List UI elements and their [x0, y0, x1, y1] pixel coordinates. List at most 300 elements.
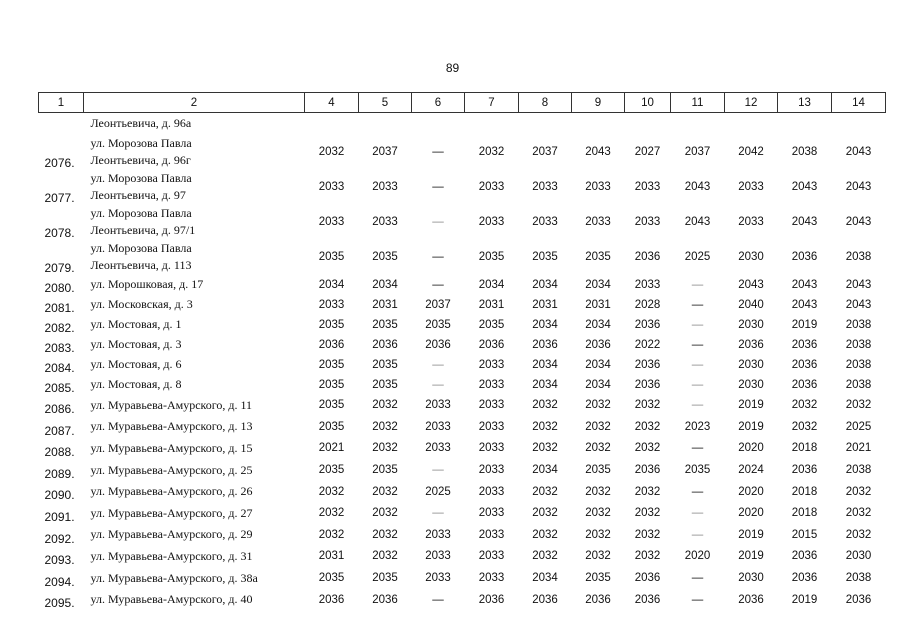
value-cell: 2035 — [318, 572, 345, 585]
row-number: 2092. — [44, 531, 75, 546]
value-cell: 2038 — [845, 464, 872, 477]
address-cell: ул. Муравьева-Амурского, д. 26 — [90, 484, 253, 499]
value-cell: 2032 — [845, 528, 872, 541]
value-cell: — — [432, 464, 444, 477]
value-cell: 2033 — [372, 181, 398, 193]
value-cell: 2025 — [845, 420, 872, 433]
value-cell: 2034 — [478, 278, 505, 291]
address-line-2: Леонтьевича, д. 97/1 — [90, 223, 196, 237]
value-cell: 2033 — [478, 399, 505, 412]
value-cell: 2032 — [585, 528, 611, 541]
value-cell: 2032 — [532, 485, 558, 498]
value-cell: 2036 — [532, 593, 558, 606]
value-cell: 2032 — [532, 528, 558, 541]
value-cell: — — [691, 593, 704, 606]
value-cell: 2036 — [318, 338, 345, 351]
address-line-2: Леонтьевича, д. 97 — [90, 188, 186, 202]
table-row — [39, 589, 886, 611]
value-cell: 2032 — [634, 420, 661, 433]
row-number: 2091. — [44, 510, 75, 525]
address-cell: ул. Мостовая, д. 8 — [90, 377, 182, 391]
value-cell: 2036 — [634, 378, 661, 391]
header-cell: 9 — [572, 93, 625, 113]
value-cell: — — [691, 507, 704, 520]
address-cell: ул. Мостовая, д. 3 — [90, 337, 182, 351]
value-cell: 2032 — [585, 420, 611, 433]
header-cell: 10 — [625, 93, 671, 113]
value-cell: 2032 — [585, 507, 611, 520]
value-cell: 2032 — [478, 146, 505, 158]
value-cell: 2032 — [634, 485, 661, 498]
value-cell: 2036 — [372, 593, 398, 606]
value-cell: 2018 — [791, 485, 818, 498]
value-cell: 2043 — [791, 298, 818, 311]
value-cell: — — [691, 572, 704, 585]
row-number: 2087. — [44, 423, 75, 438]
value-cell: — — [691, 298, 704, 311]
value-cell: 2035 — [478, 318, 505, 331]
value-cell: 2032 — [372, 550, 398, 563]
value-cell: 2031 — [532, 298, 558, 311]
value-cell: 2035 — [318, 399, 345, 412]
value-cell: 2036 — [585, 593, 611, 606]
row-number: 2085. — [44, 380, 75, 395]
value-cell: 2033 — [634, 216, 661, 228]
row-number: 2081. — [44, 300, 75, 315]
value-cell: 2030 — [738, 572, 764, 585]
value-cell: 2033 — [634, 181, 661, 193]
value-cell: 2031 — [478, 298, 505, 311]
value-cell: 2032 — [634, 442, 661, 455]
value-cell: 2036 — [791, 338, 818, 351]
value-cell: 2033 — [738, 216, 764, 228]
address-cell: ул. Мостовая, д. 1 — [90, 317, 182, 331]
page-number: 89 — [445, 61, 460, 75]
value-cell: 2036 — [791, 378, 818, 391]
value-cell: — — [691, 528, 704, 541]
value-cell: 2015 — [791, 528, 818, 541]
value-cell: 2035 — [372, 358, 398, 371]
value-cell: 2033 — [585, 216, 611, 228]
value-cell: 2034 — [585, 378, 611, 391]
address-line-1: ул. Морозова Павла — [90, 205, 192, 220]
value-cell: 2032 — [372, 485, 398, 498]
row-number: 2088. — [44, 445, 75, 460]
header-cell: 11 — [671, 93, 725, 113]
value-cell: — — [691, 338, 704, 351]
value-cell: 2036 — [791, 358, 818, 371]
value-cell: 2033 — [425, 420, 451, 433]
value-cell: 2035 — [318, 251, 345, 263]
value-cell: 2033 — [478, 358, 505, 371]
value-cell: 2043 — [791, 278, 818, 291]
value-cell: 2035 — [318, 358, 345, 371]
value-cell: 2033 — [478, 550, 505, 563]
value-cell: 2034 — [532, 318, 558, 331]
value-cell: 2032 — [791, 399, 818, 412]
value-cell: 2043 — [845, 298, 872, 311]
address-cell — [84, 205, 305, 240]
value-cell: 2032 — [532, 420, 558, 433]
value-cell: 2033 — [478, 572, 505, 585]
value-cell: 2033 — [425, 550, 451, 563]
value-cell: 2024 — [738, 464, 764, 477]
value-cell: 2032 — [845, 399, 872, 412]
value-cell: 2036 — [585, 338, 611, 351]
value-cell: 2034 — [532, 378, 558, 391]
value-cell: — — [432, 507, 444, 520]
value-cell: 2038 — [845, 358, 872, 371]
continuation-num — [39, 113, 84, 135]
value-cell: 2033 — [478, 485, 505, 498]
address-cell: ул. Муравьева-Амурского, д. 29 — [90, 527, 253, 542]
value-cell: 2043 — [845, 146, 872, 158]
value-cell: 2035 — [318, 378, 345, 391]
address-cell: ул. Муравьева-Амурского, д. 13 — [90, 419, 253, 434]
table-row — [39, 416, 886, 438]
address-cell: ул. Муравьева-Амурского, д. 38а — [90, 570, 258, 585]
table-row — [39, 546, 886, 568]
value-cell: 2043 — [738, 278, 764, 291]
header-cell: 7 — [465, 93, 519, 113]
value-cell: 2033 — [318, 216, 345, 228]
row-number: 2082. — [44, 320, 75, 335]
row-number: 2086. — [44, 402, 75, 417]
value-cell: 2035 — [318, 420, 345, 433]
value-cell: — — [691, 399, 704, 412]
value-cell: 2034 — [532, 278, 558, 291]
table-body — [39, 113, 886, 611]
table-row — [39, 315, 886, 335]
value-cell: 2033 — [585, 181, 611, 193]
value-cell: 2032 — [532, 399, 558, 412]
value-cell: 2033 — [478, 181, 505, 193]
value-cell: 2025 — [425, 485, 451, 498]
value-cell: 2032 — [372, 399, 398, 412]
value-cell: 2021 — [845, 442, 872, 455]
value-cell: 2043 — [845, 181, 872, 193]
value-cell: 2043 — [791, 181, 818, 193]
value-cell: 2032 — [318, 485, 345, 498]
value-cell: 2043 — [845, 278, 872, 291]
header-cell: 8 — [519, 93, 572, 113]
value-cell: 2032 — [318, 528, 345, 541]
row-number: 2080. — [44, 280, 75, 295]
value-cell: 2034 — [318, 278, 345, 291]
value-cell: — — [432, 593, 444, 606]
header-cell: 4 — [305, 93, 359, 113]
value-cell: — — [432, 358, 444, 371]
table-row — [39, 395, 886, 417]
value-cell: 2033 — [425, 442, 451, 455]
value-cell: 2033 — [478, 420, 505, 433]
value-cell: — — [432, 216, 444, 228]
value-cell: 2038 — [845, 338, 872, 351]
value-cell: 2019 — [738, 399, 764, 412]
row-number: 2084. — [44, 360, 75, 375]
table-row — [39, 335, 886, 355]
value-cell: 2033 — [425, 528, 451, 541]
value-cell: 2035 — [478, 251, 505, 263]
value-cell: 2032 — [532, 507, 558, 520]
value-cell: 2018 — [791, 442, 818, 455]
value-cell: 2032 — [372, 442, 398, 455]
value-cell: 2032 — [845, 485, 872, 498]
value-cell: 2031 — [318, 550, 345, 563]
continuation-address: Леонтьевича, д. 96а — [90, 116, 192, 131]
schedule-table — [38, 92, 886, 610]
value-cell: 2036 — [738, 593, 764, 606]
value-cell: 2042 — [738, 146, 764, 158]
value-cell: 2035 — [318, 318, 345, 331]
address-cell — [84, 240, 305, 275]
value-cell: 2033 — [318, 298, 345, 311]
table-row — [39, 567, 886, 589]
value-cell: 2035 — [372, 251, 398, 263]
address-cell: ул. Муравьева-Амурского, д. 15 — [90, 440, 253, 455]
table-row — [39, 205, 886, 240]
value-cell: — — [432, 278, 444, 291]
row-number: 2094. — [44, 574, 75, 589]
value-cell: 2036 — [478, 338, 505, 351]
value-cell: — — [691, 442, 704, 455]
value-cell: 2035 — [585, 251, 611, 263]
value-cell: 2043 — [585, 146, 611, 158]
value-cell: 2032 — [634, 550, 661, 563]
table-row — [39, 355, 886, 375]
value-cell: 2036 — [634, 572, 661, 585]
value-cell: 2034 — [372, 278, 398, 291]
value-cell: 2019 — [738, 420, 764, 433]
value-cell: 2032 — [372, 507, 398, 520]
value-cell: 2034 — [585, 318, 611, 331]
table-row — [39, 240, 886, 275]
table-row — [39, 502, 886, 524]
header-cell: 14 — [832, 93, 886, 113]
address-cell: ул. Муравьева-Амурского, д. 25 — [90, 462, 253, 477]
value-cell: 2037 — [532, 146, 558, 158]
value-cell: 2043 — [684, 181, 711, 193]
value-cell: 2031 — [585, 298, 611, 311]
value-cell: 2035 — [318, 464, 345, 477]
value-cell: 2038 — [845, 572, 872, 585]
value-cell: 2036 — [634, 251, 661, 263]
value-cell: 2032 — [318, 146, 345, 158]
header-cell: 2 — [84, 93, 305, 113]
value-cell: 2037 — [684, 146, 711, 158]
header-cell: 1 — [39, 93, 84, 113]
value-cell: 2025 — [684, 251, 711, 263]
value-cell: 2030 — [738, 318, 764, 331]
row-number: 2089. — [44, 466, 75, 481]
value-cell: 2033 — [634, 278, 661, 291]
value-cell: 2030 — [738, 378, 764, 391]
value-cell: 2032 — [372, 528, 398, 541]
value-cell: 2034 — [532, 572, 558, 585]
value-cell: 2035 — [532, 251, 558, 263]
row-number: 2077. — [44, 190, 75, 205]
value-cell: 2032 — [585, 442, 611, 455]
value-cell: 2032 — [791, 420, 818, 433]
table-row — [39, 375, 886, 395]
value-cell: — — [432, 146, 444, 158]
value-cell: — — [691, 358, 704, 371]
value-cell: 2036 — [634, 318, 661, 331]
value-cell: 2037 — [372, 146, 398, 158]
value-cell: 2032 — [585, 485, 611, 498]
value-cell: 2040 — [738, 298, 764, 311]
value-cell: 2033 — [318, 181, 345, 193]
value-cell: 2036 — [634, 358, 661, 371]
table-row — [39, 135, 886, 170]
value-cell: 2036 — [791, 464, 818, 477]
value-cell: 2033 — [425, 399, 451, 412]
value-cell: 2035 — [684, 464, 711, 477]
table-row — [39, 524, 886, 546]
row-number: 2076. — [44, 155, 75, 170]
value-cell: 2036 — [791, 572, 818, 585]
value-cell: — — [691, 378, 704, 391]
table-row — [39, 459, 886, 481]
row-number: 2083. — [44, 340, 75, 355]
value-cell: 2036 — [738, 338, 764, 351]
value-cell: 2033 — [738, 181, 764, 193]
value-cell: 2036 — [791, 550, 818, 563]
value-cell: — — [432, 251, 444, 263]
value-cell: 2031 — [372, 298, 398, 311]
address-line-1: ул. Морозова Павла — [90, 170, 192, 185]
value-cell: 2036 — [845, 593, 872, 606]
value-cell: — — [432, 181, 444, 193]
address-cell: ул. Муравьева-Амурского, д. 31 — [90, 548, 253, 563]
value-cell: — — [691, 278, 704, 291]
row-number: 2079. — [44, 260, 75, 275]
value-cell: 2034 — [532, 464, 558, 477]
value-cell: 2019 — [738, 550, 764, 563]
value-cell: 2033 — [478, 216, 505, 228]
header-row — [39, 93, 886, 113]
address-line-1: ул. Морозова Павла — [90, 240, 192, 255]
value-cell: 2032 — [532, 442, 558, 455]
value-cell: — — [432, 378, 444, 391]
value-cell: 2032 — [634, 528, 661, 541]
value-cell: 2033 — [478, 507, 505, 520]
address-line-1: ул. Морозова Павла — [90, 135, 192, 150]
header-cell: 12 — [725, 93, 778, 113]
value-cell: 2036 — [634, 593, 661, 606]
value-cell: 2036 — [425, 338, 451, 351]
value-cell: 2022 — [634, 338, 661, 351]
value-cell: 2043 — [684, 216, 711, 228]
value-cell: — — [691, 318, 704, 331]
row-number: 2078. — [44, 225, 75, 240]
value-cell: 2019 — [738, 528, 764, 541]
value-cell: 2020 — [684, 550, 711, 563]
address-cell: ул. Муравьева-Амурского, д. 11 — [90, 397, 253, 412]
header-cell: 13 — [778, 93, 832, 113]
value-cell: 2035 — [372, 572, 398, 585]
value-cell: 2035 — [585, 572, 611, 585]
table-row — [39, 275, 886, 295]
value-cell: 2035 — [372, 464, 398, 477]
value-cell: 2032 — [532, 550, 558, 563]
value-cell: 2021 — [318, 442, 345, 455]
value-cell: 2034 — [585, 278, 611, 291]
address-line-2: Леонтьевича, д. 113 — [90, 258, 192, 272]
value-cell: 2035 — [425, 318, 451, 331]
table-row — [39, 170, 886, 205]
value-cell: 2018 — [791, 507, 818, 520]
value-cell: 2032 — [634, 507, 661, 520]
value-cell: 2035 — [372, 318, 398, 331]
value-cell: 2037 — [425, 298, 451, 311]
value-cell: 2038 — [791, 146, 818, 158]
value-cell: 2019 — [791, 593, 818, 606]
value-cell: 2019 — [791, 318, 818, 331]
value-cell: 2033 — [532, 181, 558, 193]
address-cell — [84, 170, 305, 205]
value-cell: 2033 — [478, 442, 505, 455]
table-row — [39, 438, 886, 460]
address-line-2: Леонтьевича, д. 96г — [90, 153, 191, 167]
value-cell: 2035 — [372, 378, 398, 391]
address-cell: ул. Морошковая, д. 17 — [90, 277, 204, 291]
value-cell: 2033 — [478, 378, 505, 391]
row-number: 2093. — [44, 553, 75, 568]
row-number: 2090. — [44, 488, 75, 503]
value-cell: 2033 — [478, 464, 505, 477]
address-cell: ул. Московская, д. 3 — [90, 297, 193, 311]
value-cell: 2033 — [372, 216, 398, 228]
table-row — [39, 295, 886, 315]
value-cell: 2036 — [634, 464, 661, 477]
header-cell: 5 — [359, 93, 412, 113]
value-cell: 2036 — [791, 251, 818, 263]
value-cell: 2038 — [845, 378, 872, 391]
address-cell — [84, 135, 305, 170]
value-cell: 2034 — [532, 358, 558, 371]
value-cell: 2020 — [738, 442, 764, 455]
value-cell: 2032 — [585, 550, 611, 563]
address-cell: ул. Мостовая, д. 6 — [90, 357, 182, 371]
address-cell: ул. Муравьева-Амурского, д. 40 — [90, 592, 253, 607]
continuation-row — [39, 113, 886, 135]
value-cell: 2036 — [372, 338, 398, 351]
value-cell: 2038 — [845, 251, 872, 263]
value-cell: 2036 — [532, 338, 558, 351]
table-row — [39, 481, 886, 503]
value-cell: 2035 — [585, 464, 611, 477]
value-cell: 2034 — [585, 358, 611, 371]
address-cell: ул. Муравьева-Амурского, д. 27 — [90, 505, 253, 520]
value-cell: 2030 — [738, 251, 764, 263]
value-cell: 2028 — [634, 298, 661, 311]
value-cell: 2030 — [738, 358, 764, 371]
value-cell: 2030 — [845, 550, 872, 563]
value-cell: 2032 — [318, 507, 345, 520]
value-cell: 2038 — [845, 318, 872, 331]
value-cell: 2032 — [372, 420, 398, 433]
header-cell: 6 — [412, 93, 465, 113]
value-cell: 2020 — [738, 485, 764, 498]
value-cell: 2020 — [738, 507, 764, 520]
value-cell: 2043 — [845, 216, 872, 228]
value-cell: 2032 — [585, 399, 611, 412]
value-cell: 2043 — [791, 216, 818, 228]
value-cell: 2033 — [478, 528, 505, 541]
value-cell: 2023 — [684, 420, 711, 433]
value-cell: 2033 — [532, 216, 558, 228]
